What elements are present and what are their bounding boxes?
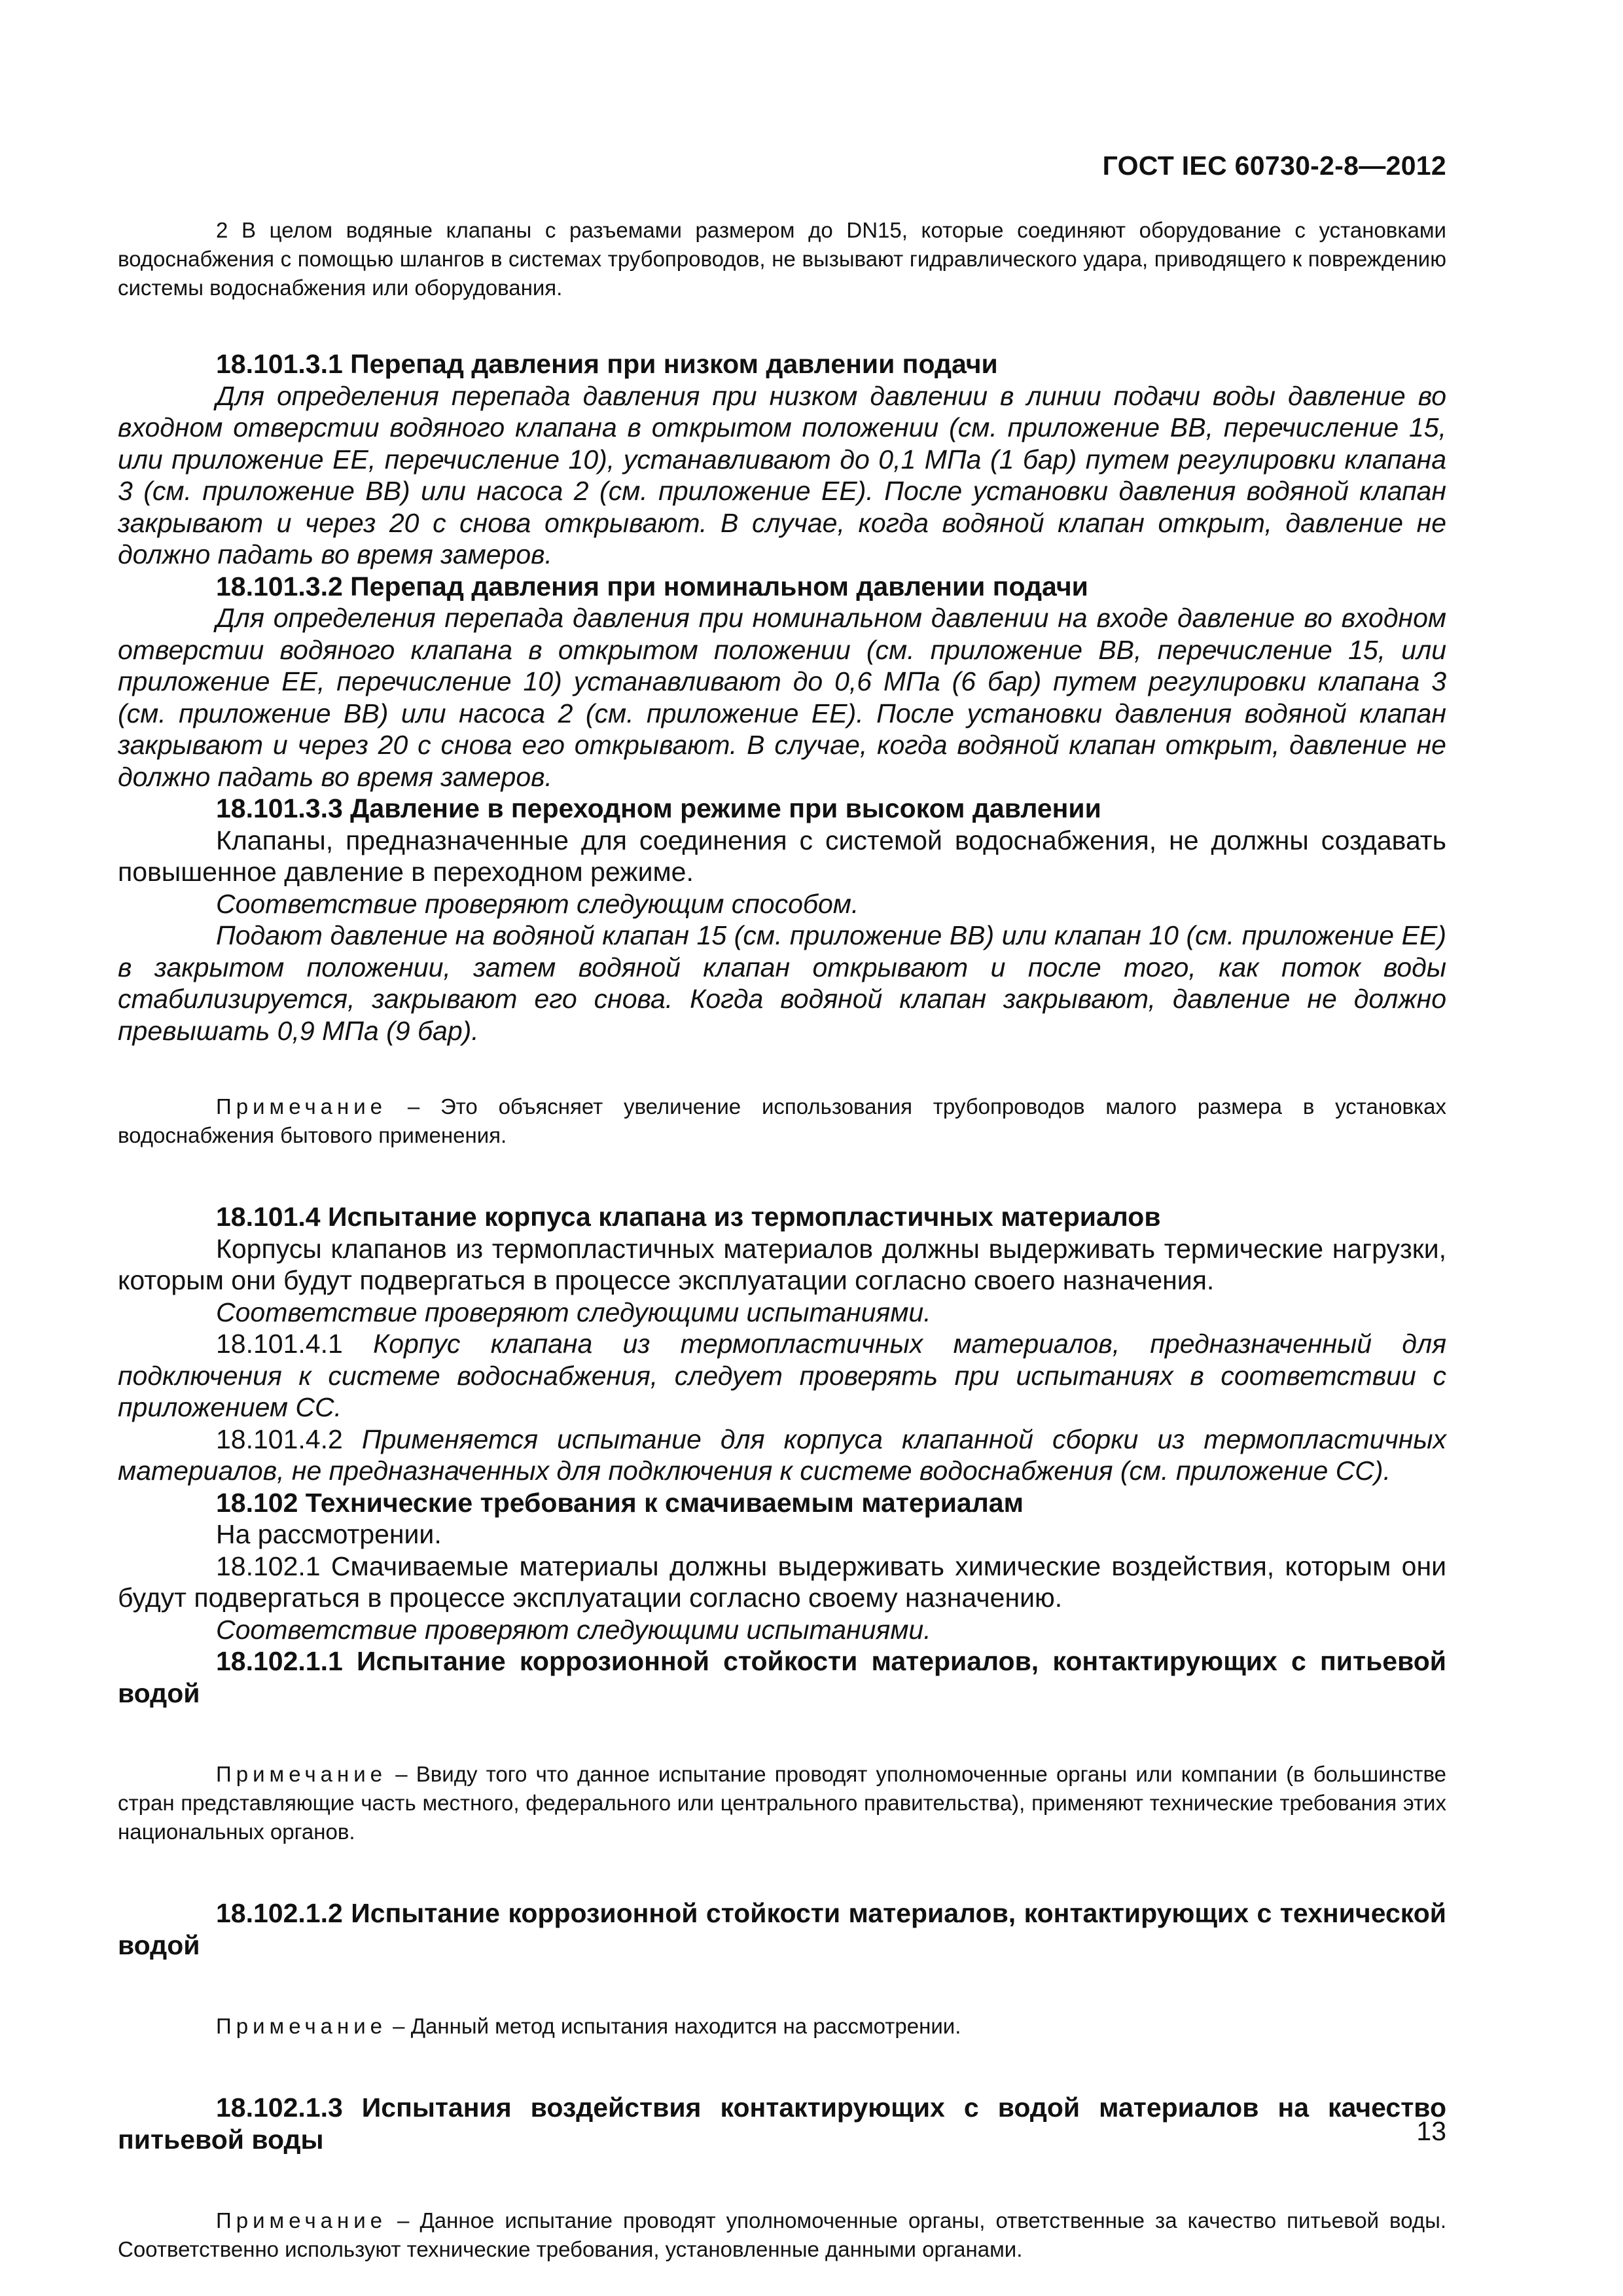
page-content xyxy=(118,216,1446,2264)
heading-18-102: 18.102 Технические требования к смачиваемым материалам xyxy=(216,1487,1024,1518)
heading-18-101-3-3: 18.101.3.3 Давление в переходном режиме при высоком давлении xyxy=(216,793,1101,823)
note-label: Примечание xyxy=(216,1094,387,1119)
note-3-text: – Данный метод испытания находится на рассмотрении. xyxy=(387,2014,961,2038)
note-2-text: – Ввиду того что данное испытание проводят уполномоченные органы или компании (в большинстве стран представляющие часть местного, федерального или центрального правительства), применяют технические требования этих национальных органов. xyxy=(118,1762,1446,1844)
paragraph-18-101-4-b: Соответствие проверяют следующими испытаниями. xyxy=(216,1297,931,1327)
paragraph-intro: 2 В целом водяные клапаны с разъемами размером до DN15, которые соединяют оборудование с установками водоснабжения с помощью шлангов в системах трубопроводов, не вызывают гидравлического удара, приводящего к повреждению системы водоснабжения или оборудования. xyxy=(118,218,1446,300)
heading-18-102-1-2: 18.102.1.2 Испытание коррозионной стойкости материалов, контактирующих с технической водой xyxy=(118,1898,1446,1960)
note-1-text: – Это объясняет увеличение использования трубопроводов малого размера в установках водоснабжения бытового применения. xyxy=(118,1094,1446,1147)
paragraph-18-101-3-3-c: Подают давление на водяной клапан 15 (см. приложение ВВ) или клапан 10 (см. приложение ЕЕ) в закрытом положении, затем водяной клапан открывают и после того, как поток воды стабилизируется, закрывают его снова. Когда водяной клапан закрывают, давление не должно превышать 0,9 МПа (9 бар). xyxy=(118,920,1446,1046)
document-page xyxy=(118,151,1446,2261)
note-label: Примечание xyxy=(216,2208,387,2233)
paragraph-18-101-3-3-b: Соответствие проверяют следующим способом. xyxy=(216,888,859,919)
paragraph-18-101-3-3-a: Клапаны, предназначенные для соединения с системой водоснабжения, не должны создавать повышенное давление в переходном режиме. xyxy=(118,825,1446,887)
note-label: Примечание xyxy=(216,2014,387,2038)
paragraph-18-101-4-a: Корпусы клапанов из термопластичных материалов должны выдерживать термические нагрузки, которым они будут подвергаться в процессе эксплуатации согласно своего назначения. xyxy=(118,1233,1446,1295)
heading-18-102-1-3: 18.102.1.3 Испытания воздействия контактирующих с водой материалов на качество питьевой воды xyxy=(118,2092,1446,2155)
clause-text-18-101-4-2: Применяется испытание для корпуса клапанной сборки из термопластичных материалов, не предназначенных для подключения к системе водоснабжения (см. приложение СС). xyxy=(118,1424,1446,1486)
paragraph-18-102-a: На рассмотрении. xyxy=(216,1519,442,1549)
note-4-text: – Данное испытание проводят уполномоченные органы, ответственные за качество питьевой воды. Соответственно используют технические требования, установленные данными органами. xyxy=(118,2208,1446,2261)
heading-18-101-4: 18.101.4 Испытание корпуса клапана из термопластичных материалов xyxy=(216,1202,1161,1232)
clause-number-18-101-4-1: 18.101.4.1 xyxy=(216,1329,374,1359)
paragraph-18-102-1-b: Соответствие проверяют следующими испытаниями. xyxy=(216,1614,931,1645)
heading-18-101-3-2: 18.101.3.2 Перепад давления при номинальном давлении подачи xyxy=(216,571,1088,601)
paragraph-18-101-3-1: Для определения перепада давления при низком давлении в линии подачи воды давление во входном отверстии водяного клапана в открытом положении (см. приложение ВВ, перечисление 15, или приложение ЕЕ, перечисление 10), устанавливают до 0,1 МПа (1 бар) путем регулировки клапана 3 (см. приложение ВВ) или насоса 2 (см. приложение ЕЕ). После установки давления водяной клапан закрывают и через 20 с снова открывают. В случае, когда водяной клапан открыт, давление не должно падать во время замеров. xyxy=(118,380,1446,569)
note-3 xyxy=(118,2012,1446,2041)
paragraph-18-101-4-1 xyxy=(118,1328,1446,1424)
note-4 xyxy=(118,2206,1446,2264)
clause-text-18-101-4-1: Корпус клапана из термопластичных материалов, предназначенный для подключения к системе водоснабжения, следует проверять при испытаниях в соответствии с приложением СС. xyxy=(118,1329,1446,1422)
page-number: 13 xyxy=(1416,2116,1446,2146)
note-1 xyxy=(118,1092,1446,1150)
note-2 xyxy=(118,1760,1446,1846)
clause-number-18-101-4-2: 18.101.4.2 xyxy=(216,1424,362,1454)
heading-18-101-3-1: 18.101.3.1 Перепад давления при низком давлении подачи xyxy=(216,349,998,379)
note-label: Примечание xyxy=(216,1762,387,1786)
heading-18-102-1-1: 18.102.1.1 Испытание коррозионной стойкости материалов, контактирующих с питьевой водой xyxy=(118,1646,1446,1708)
paragraph-18-101-3-2: Для определения перепада давления при номинальном давлении на входе давление во входном отверстии водяного клапана в открытом положении (см. приложение ВВ, перечисление 15, или приложение ЕЕ, перечисление 10) устанавливают до 0,6 МПа (6 бар) путем регулировки клапана 3 (см. приложение ВВ) или насоса 2 (см. приложение ЕЕ). После установки давления водяной клапан закрывают и через 20 с снова его открывают. В случае, когда водяной клапан открыт, давление не должно падать во время замеров. xyxy=(118,603,1446,792)
doc-code-header: ГОСТ IEC 60730-2-8—2012 xyxy=(1102,151,1446,181)
paragraph-18-102-1: 18.102.1 Смачиваемые материалы должны выдерживать химические воздействия, которым они будут подвергаться в процессе эксплуатации согласно своему назначению. xyxy=(118,1551,1446,1613)
paragraph-18-101-4-2 xyxy=(118,1424,1446,1487)
